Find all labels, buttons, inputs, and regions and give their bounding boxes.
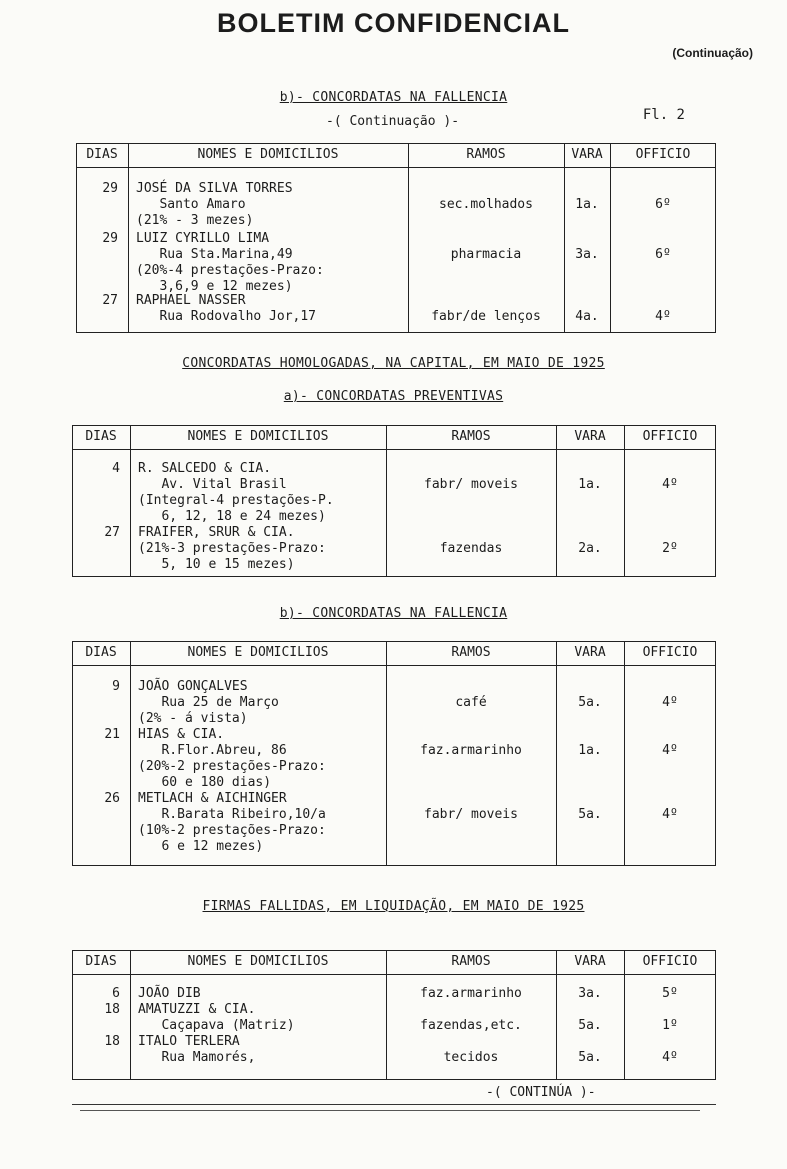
row-firm-name: JOSÉ DA SILVA TORRES [136,181,293,196]
row-officio: 4º [662,695,678,710]
row-firm-name: JOÃO GONÇALVES [138,679,248,694]
header-officio: OFFICIO [635,147,691,162]
row-ramo: fabr/ moveis [424,807,518,822]
section-title-firmas-fallidas: FIRMAS FALLIDAS, EM LIQUIDAÇÃO, EM MAIO DE 1925 [202,899,585,914]
bottom-rule-2 [80,1110,700,1111]
row-firm-name: HIAS & CIA. [138,727,225,742]
row-firm-detail: Rua Rodovalho Jor,17 [136,309,317,324]
header-ramos: RAMOS [451,645,491,660]
row-firm-name: LUIZ CYRILLO LIMA [136,231,270,246]
header-officio: OFFICIO [642,429,698,444]
row-ramo: sec.molhados [439,197,533,212]
row-dia: 18 [104,1002,120,1017]
row-ramo: pharmacia [450,247,522,262]
header-nomes: NOMES E DOMICILIOS [187,429,329,444]
row-ramo: tecidos [443,1050,499,1065]
header-ramos: RAMOS [466,147,506,162]
row-firm-name: AMATUZZI & CIA. [138,1002,256,1017]
row-dia: 26 [104,791,120,806]
header-nomes: NOMES E DOMICILIOS [187,954,329,969]
table-header-rule [72,974,716,975]
header-ramos: RAMOS [451,429,491,444]
row-officio: 2º [662,541,678,556]
row-ramo: café [455,695,487,710]
column-divider [130,641,131,866]
row-vara: 5a. [578,807,602,822]
row-firm-detail: Caçapava (Matriz) [138,1018,295,1033]
row-dia: 4 [112,461,120,476]
table-bottom-rule [76,332,716,333]
row-firm-detail: R.Barata Ribeiro,10/a [138,807,326,822]
document-title: BOLETIM CONFIDENCIAL [217,8,570,38]
row-dia: 27 [102,293,118,308]
section-title-fallencia-continued: b)- CONCORDATAS NA FALLENCIA [279,90,508,105]
table-left-border [72,950,73,1080]
header-dias: DIAS [85,429,117,444]
header-dias: DIAS [85,954,117,969]
table-bottom-rule [72,1079,716,1080]
row-ramo: fabr/ moveis [424,477,518,492]
row-firm-detail: (Integral-4 prestações-P. [138,493,334,508]
row-officio: 4º [662,1050,678,1065]
row-firm-detail: 6 e 12 mezes) [138,839,264,854]
table-header-rule [72,665,716,666]
table-left-border [72,425,73,577]
row-firm-name: RAPHAEL NASSER [136,293,246,308]
table-concordatas-fallencia [72,641,716,866]
table-bottom-rule [72,576,716,577]
table-concordatas-preventivas [72,425,716,577]
row-dia: 29 [102,231,118,246]
row-firm-detail: R.Flor.Abreu, 86 [138,743,287,758]
row-officio: 4º [662,807,678,822]
row-dia: 21 [104,727,120,742]
row-ramo: fazendas,etc. [420,1018,522,1033]
column-divider [564,143,565,333]
row-officio: 1º [662,1018,678,1033]
header-vara: VARA [574,645,606,660]
row-vara: 4a. [575,309,599,324]
row-firm-name: METLACH & AICHINGER [138,791,287,806]
column-divider [128,143,129,333]
row-firm-detail: 3,6,9 e 12 mezes) [136,279,293,294]
header-nomes: NOMES E DOMICILIOS [197,147,339,162]
header-officio: OFFICIO [642,954,698,969]
folio-number: Fl. 2 [642,107,685,123]
header-dias: DIAS [86,147,118,162]
continua-note: -( CONTINÚA )- [486,1085,596,1100]
table-top-rule [76,143,716,144]
column-divider [130,425,131,577]
table-header-rule [72,449,716,450]
header-vara: VARA [574,954,606,969]
row-firm-detail: Rua Mamorés, [138,1050,256,1065]
row-firm-detail: Rua 25 de Março [138,695,279,710]
row-ramo: fabr/de lenços [431,309,541,324]
section-subtitle-continuacao: -( Continuação )- [326,114,460,129]
table-left-border [72,641,73,866]
row-vara: 2a. [578,541,602,556]
row-firm-detail: (21%-3 prestações-Prazo: [138,541,326,556]
row-vara: 5a. [578,1050,602,1065]
table-concordatas-fallencia-continued [76,143,716,333]
row-officio: 6º [655,197,671,212]
section-subtitle-preventivas: a)- CONCORDATAS PREVENTIVAS [283,389,504,404]
continuation-note: (Continuação) [672,46,753,60]
row-officio: 4º [662,743,678,758]
row-firm-detail: 60 e 180 dias) [138,775,272,790]
row-vara: 3a. [575,247,599,262]
row-vara: 1a. [578,743,602,758]
row-dia: 29 [102,181,118,196]
header-ramos: RAMOS [451,954,491,969]
table-header-rule [76,167,716,168]
column-divider [610,143,611,333]
row-firm-detail: 5, 10 e 15 mezes) [138,557,295,572]
row-dia: 9 [112,679,120,694]
row-firm-detail: (20%-2 prestações-Prazo: [138,759,326,774]
row-firm-detail: (2% - á vista) [138,711,248,726]
row-vara: 3a. [578,986,602,1001]
row-firm-detail: (20%-4 prestações-Prazo: [136,263,324,278]
table-firmas-fallidas [72,950,716,1080]
row-ramo: fazendas [439,541,503,556]
row-firm-detail: Rua Sta.Marina,49 [136,247,293,262]
row-vara: 1a. [575,197,599,212]
row-firm-detail: (10%-2 prestações-Prazo: [138,823,326,838]
table-top-rule [72,641,716,642]
section-title-homologadas: CONCORDATAS HOMOLOGADAS, NA CAPITAL, EM MAIO DE 1925 [182,356,605,371]
column-divider [130,950,131,1080]
header-dias: DIAS [85,645,117,660]
row-dia: 27 [104,525,120,540]
table-top-rule [72,950,716,951]
section-title-fallencia: b)- CONCORDATAS NA FALLENCIA [279,606,508,621]
table-left-border [76,143,77,333]
row-firm-name: R. SALCEDO & CIA. [138,461,272,476]
header-vara: VARA [574,429,606,444]
row-firm-detail: Santo Amaro [136,197,246,212]
row-officio: 5º [662,986,678,1001]
bottom-rule [72,1104,716,1105]
column-divider [408,143,409,333]
row-firm-name: JOÃO DIB [138,986,201,1001]
table-right-border [715,143,716,333]
row-officio: 6º [655,247,671,262]
row-officio: 4º [655,309,671,324]
row-officio: 4º [662,477,678,492]
row-ramo: faz.armarinho [420,986,522,1001]
row-ramo: faz.armarinho [420,743,522,758]
header-officio: OFFICIO [642,645,698,660]
row-firm-name: FRAIFER, SRUR & CIA. [138,525,295,540]
row-vara: 5a. [578,1018,602,1033]
table-bottom-rule [72,865,716,866]
header-nomes: NOMES E DOMICILIOS [187,645,329,660]
header-vara: VARA [571,147,603,162]
row-firm-name: ITALO TERLERA [138,1034,240,1049]
row-vara: 1a. [578,477,602,492]
row-firm-detail: 6, 12, 18 e 24 mezes) [138,509,326,524]
row-firm-detail: Av. Vital Brasil [138,477,287,492]
row-vara: 5a. [578,695,602,710]
row-dia: 6 [112,986,120,1001]
row-dia: 18 [104,1034,120,1049]
table-top-rule [72,425,716,426]
row-firm-detail: (21% - 3 mezes) [136,213,254,228]
